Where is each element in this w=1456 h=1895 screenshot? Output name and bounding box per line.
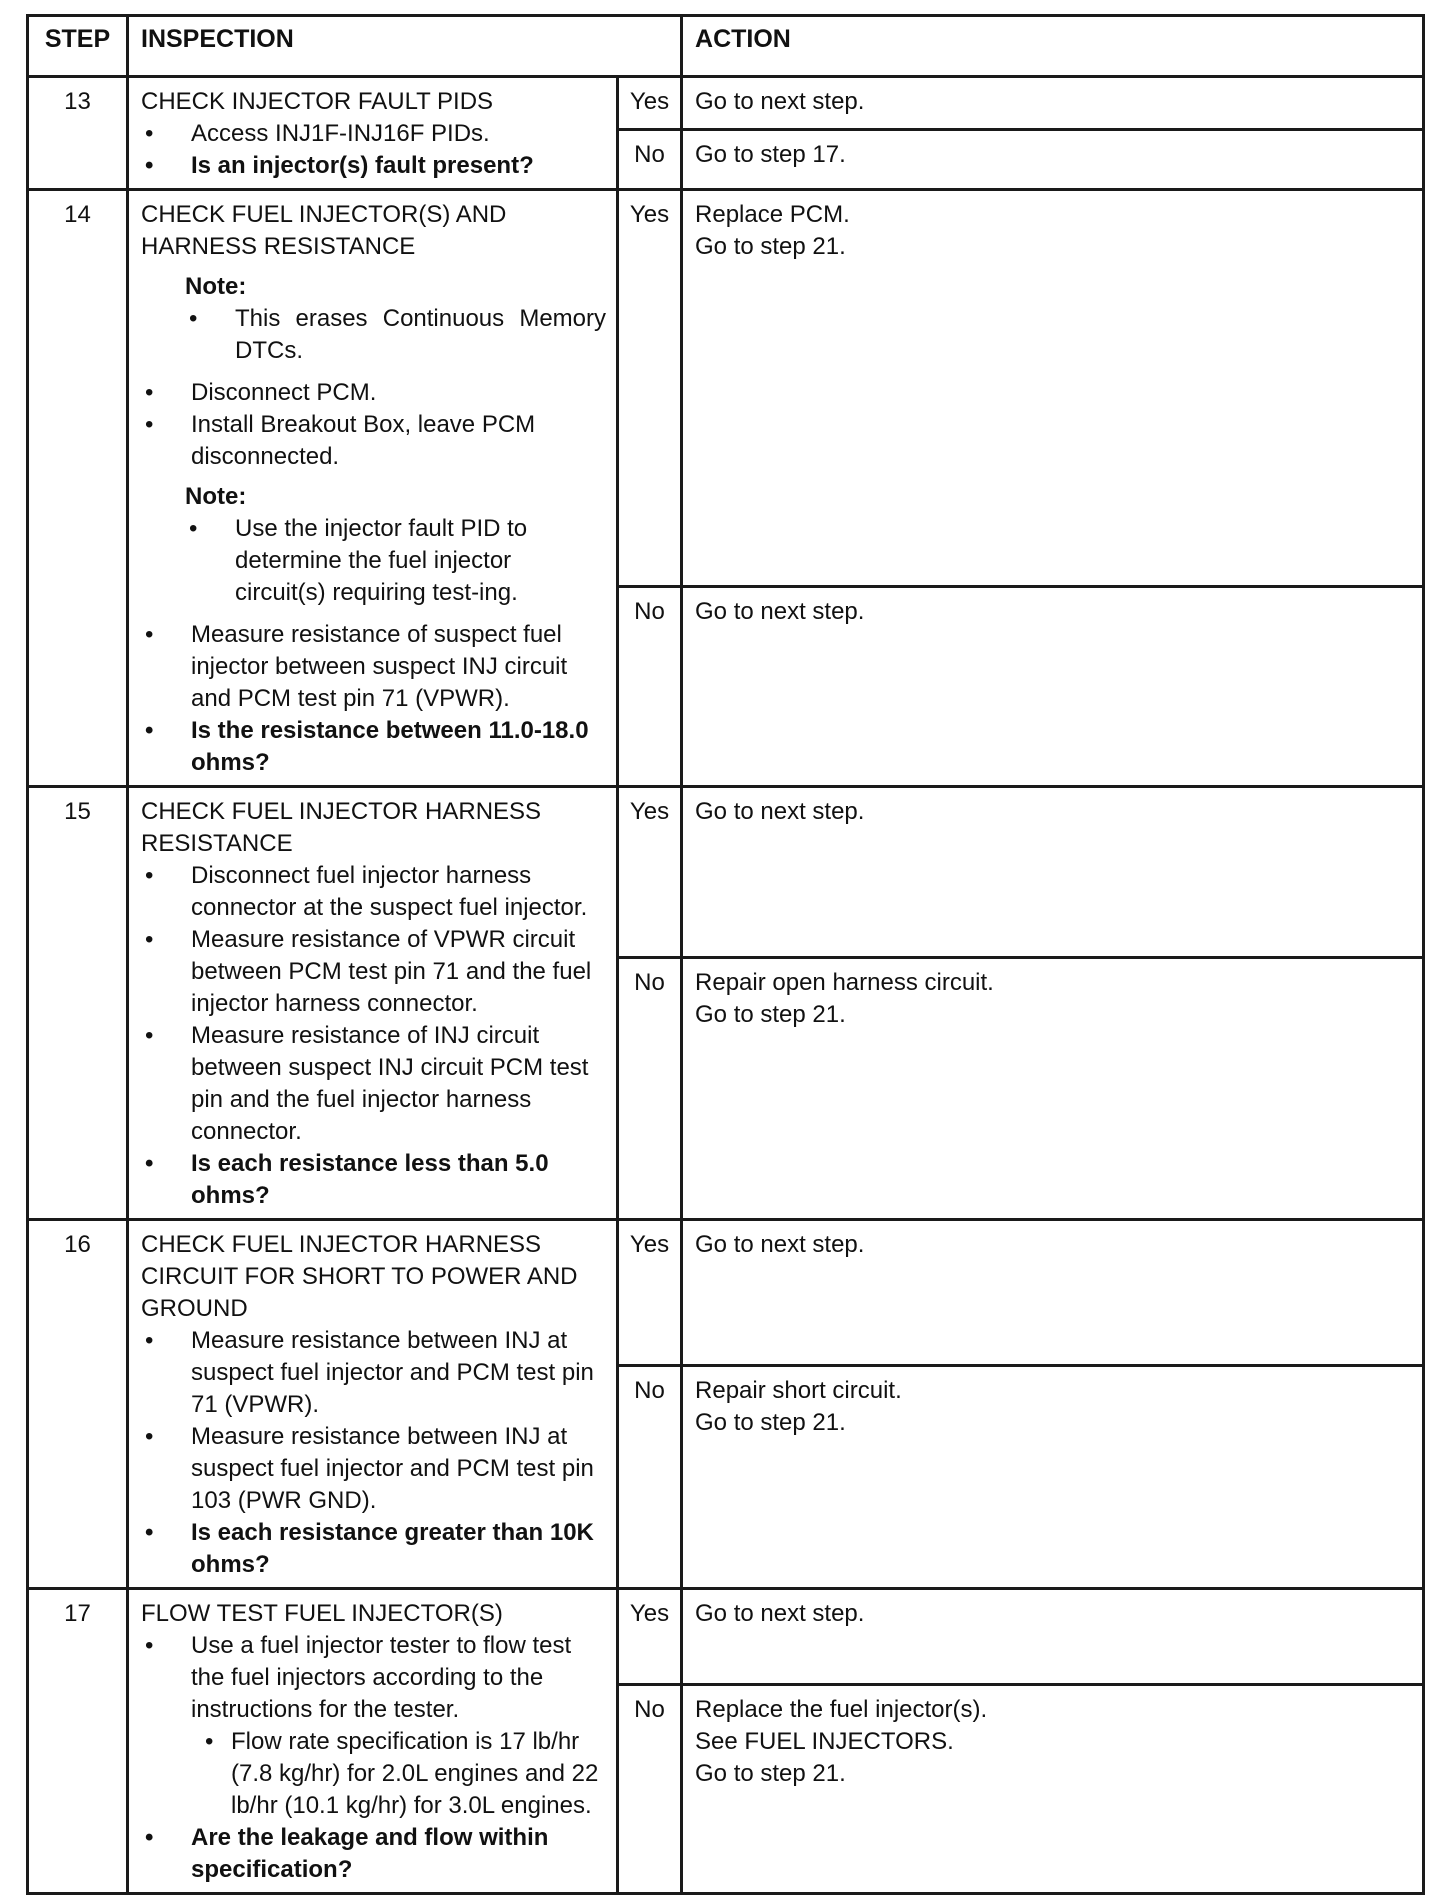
- step-number: 17: [28, 1589, 128, 1894]
- step-title: CHECK FUEL INJECTOR HARNESS RESISTANCE: [141, 798, 542, 857]
- bullet: • Install Breakout Box, leave PCM disconnected.: [141, 409, 606, 473]
- yes-label: Yes: [618, 77, 682, 130]
- action-line: Replace PCM.: [695, 201, 850, 228]
- action-line: Go to step 21.: [695, 1408, 846, 1436]
- bullet: • Disconnect PCM.: [141, 377, 606, 409]
- step-13-inspection: [128, 77, 618, 190]
- sub-bullet: • Flow rate specification is 17 lb/hr (7.8 kg/hr) for 2.0L engines and 22 lb/hr (10.1 kg/hr) for 3.0L engines.: [141, 1726, 606, 1822]
- step-16-inspection: [128, 1220, 618, 1589]
- header-action: ACTION: [682, 16, 1424, 77]
- action-line: Go to step 21.: [695, 1001, 846, 1029]
- yes-label: Yes: [618, 1589, 682, 1685]
- no-action: Go to step 17.: [682, 130, 1424, 190]
- header-step: STEP: [28, 16, 128, 77]
- bullet: • Measure resistance between INJ at suspect fuel injector and PCM test pin 103 (PWR GND).: [141, 1421, 606, 1517]
- question: • Is each resistance greater than 10K ohms?: [141, 1517, 606, 1581]
- yes-action: [682, 190, 1424, 587]
- step-13-yes-row: [28, 77, 1424, 130]
- yes-action: Go to next step.: [682, 787, 1424, 958]
- note-block: [185, 271, 606, 367]
- header-inspection: INSPECTION: [128, 16, 682, 77]
- step-14-yes-row: [28, 190, 1424, 587]
- bullet: • Measure resistance of INJ circuit between suspect INJ circuit PCM test pin and the fuel injector harness connector.: [141, 1020, 606, 1148]
- step-number: 16: [28, 1220, 128, 1589]
- bullet: • Measure resistance between INJ at suspect fuel injector and PCM test pin 71 (VPWR).: [141, 1325, 606, 1421]
- step-title: CHECK FUEL INJECTOR HARNESS CIRCUIT FOR SHORT TO POWER AND GROUND: [141, 1231, 578, 1322]
- step-17-inspection: [128, 1589, 618, 1894]
- step-14-inspection: [128, 190, 618, 787]
- question: • Is the resistance between 11.0-18.0 ohms?: [141, 715, 606, 779]
- step-title: CHECK INJECTOR FAULT PIDS: [141, 88, 494, 115]
- bullet: • Use a fuel injector tester to flow test the fuel injectors according to the instructions for the tester.: [141, 1630, 606, 1726]
- yes-label: Yes: [618, 190, 682, 587]
- bullet: • Measure resistance of suspect fuel injector between suspect INJ circuit and PCM test pin 71 (VPWR).: [141, 619, 606, 715]
- no-action: [682, 958, 1424, 1220]
- step-15-yes-row: [28, 787, 1424, 958]
- no-label: No: [618, 1365, 682, 1588]
- action-line: Go to step 21.: [695, 233, 846, 260]
- action-line: Replace the fuel injector(s).: [695, 1695, 988, 1723]
- step-title: FLOW TEST FUEL INJECTOR(S): [141, 1600, 503, 1627]
- step-16-yes-row: [28, 1220, 1424, 1366]
- note-item: • This erases Continuous Memory DTCs.: [185, 303, 606, 367]
- no-action: [682, 1684, 1424, 1893]
- step-number: 14: [28, 190, 128, 787]
- bullet: • Measure resistance of VPWR circuit between PCM test pin 71 and the fuel injector harness connector.: [141, 924, 606, 1020]
- header-row: [28, 16, 1424, 77]
- no-action: Go to next step.: [682, 586, 1424, 786]
- diagnostic-table: [26, 14, 1425, 1895]
- step-17-yes-row: [28, 1589, 1424, 1685]
- action-line: Repair short circuit.: [695, 1376, 902, 1404]
- note-block: [185, 481, 606, 609]
- yes-label: Yes: [618, 1220, 682, 1366]
- question: • Is each resistance less than 5.0 ohms?: [141, 1148, 606, 1212]
- step-number: 15: [28, 787, 128, 1220]
- no-label: No: [618, 130, 682, 190]
- no-label: No: [618, 958, 682, 1220]
- yes-label: Yes: [618, 787, 682, 958]
- step-title: CHECK FUEL INJECTOR(S) AND HARNESS RESISTANCE: [141, 201, 507, 260]
- yes-action: Go to next step.: [682, 1589, 1424, 1685]
- action-line: Repair open harness circuit.: [695, 969, 994, 997]
- action-line: See FUEL INJECTORS.: [695, 1727, 954, 1755]
- no-label: No: [618, 1684, 682, 1893]
- action-line: Go to step 21.: [695, 1759, 846, 1787]
- yes-action: Go to next step.: [682, 77, 1424, 130]
- step-15-inspection: [128, 787, 618, 1220]
- bullet: • Disconnect fuel injector harness connector at the suspect fuel injector.: [141, 860, 606, 924]
- diagnostic-page: [26, 14, 1422, 1895]
- question: • Are the leakage and flow within specification?: [141, 1822, 606, 1886]
- yes-action: Go to next step.: [682, 1220, 1424, 1366]
- no-label: No: [618, 586, 682, 786]
- note-heading: Note:: [185, 483, 247, 510]
- note-item: • Use the injector fault PID to determine the fuel injector circuit(s) requiring test-ing.: [185, 513, 606, 609]
- no-action: [682, 1365, 1424, 1588]
- note-heading: Note:: [185, 273, 247, 300]
- question: • Is an injector(s) fault present?: [141, 150, 606, 182]
- step-number: 13: [28, 77, 128, 190]
- bullet: • Access INJ1F-INJ16F PIDs.: [141, 118, 606, 150]
